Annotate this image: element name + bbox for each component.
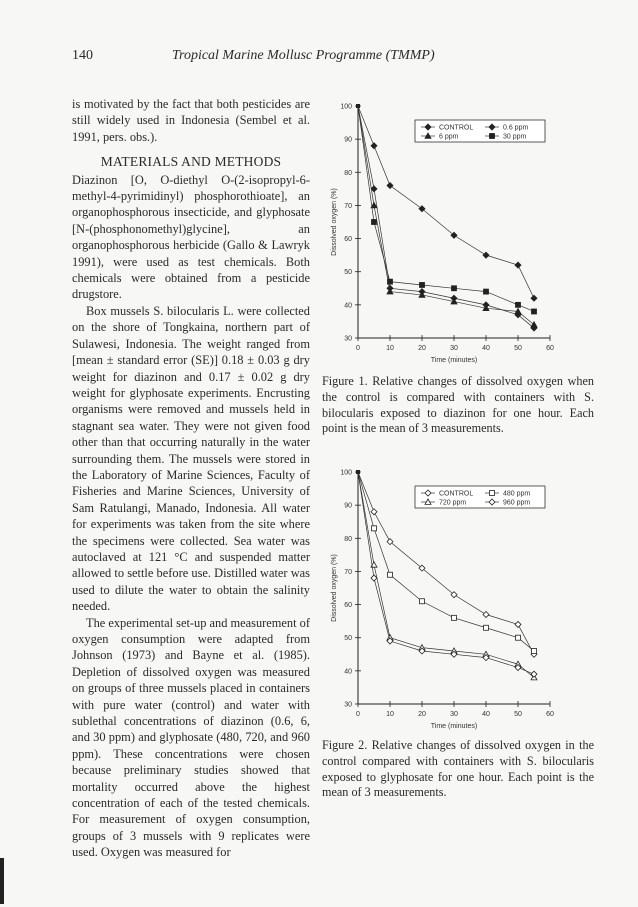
fig1-y-tick-label: 50 <box>344 269 352 277</box>
fig1-series-1-point <box>483 252 489 258</box>
fig1-x-tick-label: 10 <box>386 345 394 352</box>
page-number: 140 <box>72 48 93 63</box>
fig2-series-1-point <box>371 509 377 515</box>
fig2-x-tick-label: 50 <box>514 711 522 718</box>
fig1-y-axis-label: Dissolved oxygen (%) <box>331 188 338 256</box>
fig2-y-tick-label: 50 <box>344 635 352 643</box>
fig2-x-tick-label: 60 <box>546 711 554 718</box>
fig2-series-1-point <box>483 612 489 618</box>
figure-1-chart <box>322 96 592 368</box>
fig2-y-tick-label: 70 <box>344 568 352 576</box>
fig1-x-tick-label: 60 <box>546 345 554 352</box>
section-heading: MATERIALS AND METHODS <box>100 154 282 170</box>
figure-2 <box>322 462 592 734</box>
fig1-legend-label-1: CONTROL <box>439 124 474 132</box>
fig2-y-axis-label: Dissolved oxygen (%) <box>331 554 338 622</box>
fig2-y-tick-label: 30 <box>344 701 352 709</box>
fig1-series-1-point <box>531 295 537 301</box>
fig1-series-4-point <box>420 282 425 287</box>
fig1-series-4-point <box>452 286 457 291</box>
fig2-series-2-point <box>516 635 521 640</box>
figure-1-caption <box>322 374 594 437</box>
fig1-x-tick-label: 20 <box>418 345 426 352</box>
fig2-legend-label-3: 720 ppm <box>439 499 467 507</box>
fig1-series-4-point <box>484 289 489 294</box>
fig2-series-2-point <box>532 648 537 653</box>
fig2-series-1-point <box>515 621 521 627</box>
fig2-x-tick-label: 10 <box>386 711 394 718</box>
fig1-x-tick-label: 0 <box>356 345 360 352</box>
fig1-y-tick-label: 60 <box>344 236 352 244</box>
fig1-y-tick-label: 80 <box>344 169 352 177</box>
fig1-y-tick-label: 100 <box>340 103 352 111</box>
running-title: Tropical Marine Mollusc Programme (TMMP) <box>172 48 435 63</box>
fig2-x-tick-label: 20 <box>418 711 426 718</box>
figure-2-caption-text: Figure 2. Relative changes of dissolved oxygen in the control compared with containers with S. bilocularis exposed to glyphosate for one hour. Each point is the mean of 3 measurements. <box>322 738 594 800</box>
fig2-legend-marker-2 <box>490 491 495 496</box>
figure-1 <box>322 96 592 368</box>
fig1-y-tick-label: 70 <box>344 202 352 210</box>
fig1-series-1-point <box>387 183 393 189</box>
fig2-legend-label-2: 480 ppm <box>503 490 531 498</box>
fig2-series-2-point <box>452 615 457 620</box>
fig1-series-4-point <box>372 220 377 225</box>
binding-mark <box>0 858 4 904</box>
fig2-y-tick-label: 90 <box>344 502 352 510</box>
fig1-x-axis-label: Time (minutes) <box>430 357 478 364</box>
fig2-series-2-point <box>484 625 489 630</box>
intro-paragraph: is motivated by the fact that both pesticides are still widely used in Indonesia (Sembel et al. 1991, pers. obs.). <box>72 97 310 144</box>
fig1-y-tick-label: 30 <box>344 335 352 343</box>
fig1-x-tick-label: 40 <box>482 345 490 352</box>
fig1-x-tick-label: 50 <box>514 345 522 352</box>
figure-2-chart <box>322 462 592 734</box>
fig2-y-tick-label: 60 <box>344 602 352 610</box>
fig2-x-tick-label: 40 <box>482 711 490 718</box>
fig1-y-tick-label: 40 <box>344 302 352 310</box>
fig2-legend-label-1: CONTROL <box>439 490 474 498</box>
left-text-column <box>72 96 310 861</box>
fig2-x-axis-label: Time (minutes) <box>430 723 478 730</box>
methods-paragraph-1: Diazinon [O, O-diethyl O-(2-isopropyl-6-methyl-4-pyrimidinyl) phosphorothioate], an organophosphorous insecticide, and glyphosate [N-(phosphonomethyl)glycine], an organophosphorous herbicide (Gallo & Lawryk 1991), were used as test chemicals. Both chemicals were obtained from a pesticide drugstore. <box>72 172 310 302</box>
fig1-y-tick-label: 90 <box>344 136 352 144</box>
figure-2-caption <box>322 738 594 801</box>
fig1-start-point <box>356 104 360 108</box>
fig2-y-tick-label: 80 <box>344 535 352 543</box>
fig2-legend-label-4: 960 ppm <box>503 499 531 507</box>
fig1-series-4-point <box>532 309 537 314</box>
fig2-x-tick-label: 30 <box>450 711 458 718</box>
fig2-start-point <box>356 470 360 474</box>
methods-paragraph-2: Box mussels S. bilocularis L. were collected on the shore of Tongkaina, northern part of Sulawesi, Indonesia. The weight ranged from [mean ± standard error (SE)] 0.18 ± 0.03 g dry weight for diazinon and 0.17 ± 0.02 g dry weight for glyphosate experiments. Encrusting organisms were removed and mussels held in stagnant sea water. They were not given food other than that occurring naturally in the water surrounding them. The mussels were stored in the Laboratory of Marine Sciences, Faculty of Fisheries and Marine Sciences, University of Sam Ratulangi, Manado, Indonesia. All water for experiments was taken from the site where the specimens were collected. Sea water was autoclaved at 121 °C and suspended matter allowed to settle before use. Distilled water was used to dilute the water to obtain the salinity needed. <box>72 303 310 614</box>
fig1-x-tick-label: 30 <box>450 345 458 352</box>
figure-1-caption-text: Figure 1. Relative changes of dissolved oxygen when the control is compared with containers with S. bilocularis exposed to diazinon for one hour. Each point is the mean of 3 measurements. <box>322 374 594 436</box>
fig1-series-1-point <box>515 262 521 268</box>
fig1-series-4-point <box>516 302 521 307</box>
fig2-series-2-point <box>420 599 425 604</box>
fig1-legend-label-2: 0.6 ppm <box>503 124 529 132</box>
fig2-series-2-point <box>388 572 393 577</box>
fig1-series-4-point <box>388 279 393 284</box>
methods-paragraph-3: The experimental set-up and measurement of oxygen consumption were adapted from Johnson (1973) and Bayne et al. (1985). Depletion of dissolved oxygen was measured on groups of three mussels placed in containers with pure water (control) and water with sublethal concentrations of diazinon (0.6, 6, and 30 ppm) and glyphosate (480, 720, and 960 ppm). These concentrations were chosen because preliminary studies showed that mortality occurred above the highest concentration of each of the tested chemicals. For measurement of oxygen consumption, groups of 3 mussels with 9 replicates were used. Oxygen was measured for <box>72 615 310 860</box>
fig2-y-tick-label: 40 <box>344 668 352 676</box>
fig1-legend-label-3: 6 ppm <box>439 133 459 141</box>
fig1-legend-marker-4 <box>490 134 495 139</box>
fig2-x-tick-label: 0 <box>356 711 360 718</box>
fig1-legend-label-4: 30 ppm <box>503 133 527 141</box>
fig2-y-tick-label: 100 <box>340 469 352 477</box>
fig1-series-1-point <box>371 143 377 149</box>
fig2-series-4-point <box>531 671 537 677</box>
page-header <box>72 48 612 68</box>
fig2-series-2-point <box>372 526 377 531</box>
